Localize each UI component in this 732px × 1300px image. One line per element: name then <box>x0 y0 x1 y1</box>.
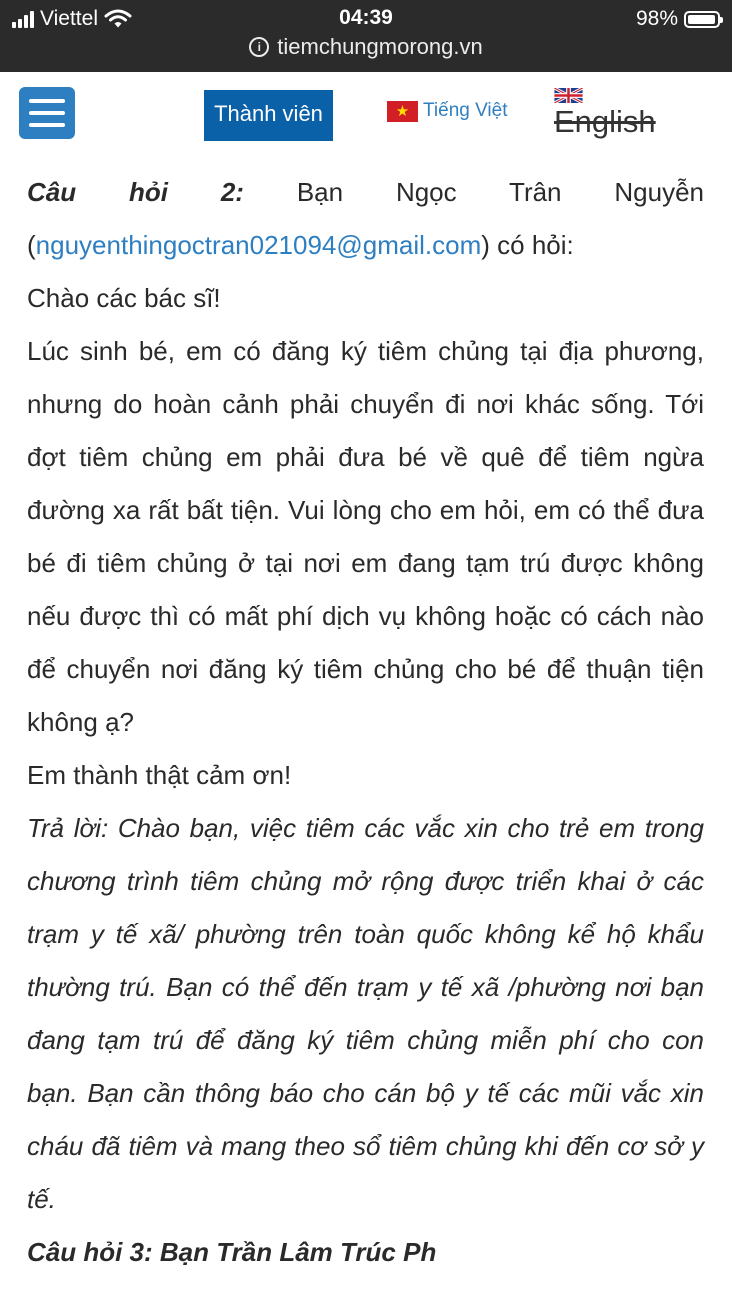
language-vietnamese-link[interactable] <box>387 100 508 122</box>
member-button[interactable]: Thành viên <box>204 90 333 141</box>
question-heading <box>27 166 704 272</box>
vietnam-flag-icon <box>387 101 418 122</box>
battery-fill <box>688 15 715 24</box>
question-intro: Bạn Ngọc Trân Nguyễn ( <box>27 177 704 260</box>
next-question-heading: Câu hỏi 3: Bạn Trần Lâm Trúc Ph <box>27 1237 437 1267</box>
greeting-text: Chào các bác sĩ! <box>27 283 221 313</box>
battery-percent: 98% <box>635 7 678 30</box>
article-body <box>27 166 704 1279</box>
status-bar <box>0 0 732 72</box>
language-vietnamese-label[interactable]: Tiếng Việt <box>423 100 508 121</box>
carrier-name: Viettel <box>40 7 98 30</box>
language-english-link[interactable]: English <box>554 104 656 139</box>
battery-info <box>636 6 720 32</box>
site-header <box>0 72 732 152</box>
question-body: Lúc sinh bé, em có đăng ký tiêm chủng tại địa phương, nhưng do hoàn cảnh phải chuyển đi nơi khác sống. Tới đợt tiêm chủng em phải đưa bé về quê để tiêm ngừa đường xa rất bất tiện. Vui lòng cho em hỏi, em có thể đưa bé đi tiêm chủng ở tại nơi em đang tạm trú được không nếu được thì có mất phí dịch vụ không hoặc có cách nào để chuyển nơi đăng ký tiêm chủng cho bé để thuận tiện không ạ? <box>27 336 704 737</box>
question-label: Câu hỏi 2: <box>27 177 244 207</box>
clock: 04:39 <box>339 6 393 29</box>
uk-flag-icon[interactable] <box>554 88 583 103</box>
url-text[interactable]: tiemchungmorong.vn <box>277 34 483 59</box>
thanks-text: Em thành thật cảm ơn! <box>27 760 292 790</box>
answer-text: Trả lời: Chào bạn, việc tiêm các vắc xin cho trẻ em trong chương trình tiêm chủng mở rộng được triển khai ở các trạm y tế xã/ phường trên toàn quốc không kể hộ khẩu thường trú. Bạn có thể đến trạm y tế xã /phường nơi bạn đang tạm trú để đăng ký tiêm chủng miễn phí cho con bạn. Bạn cần thông báo cho cán bộ y tế các mũi vắc xin cháu đã tiêm và mang theo sổ tiêm chủng khi đến cơ sở y tế. <box>27 813 704 1214</box>
email-link[interactable]: nguyenthingoctran021094@gmail.com <box>35 230 482 260</box>
menu-icon[interactable] <box>19 87 75 139</box>
question-intro-end: ) có hỏi: <box>481 230 574 260</box>
info-icon[interactable]: i <box>249 37 269 57</box>
address-bar[interactable] <box>0 34 732 60</box>
battery-icon <box>684 11 720 28</box>
